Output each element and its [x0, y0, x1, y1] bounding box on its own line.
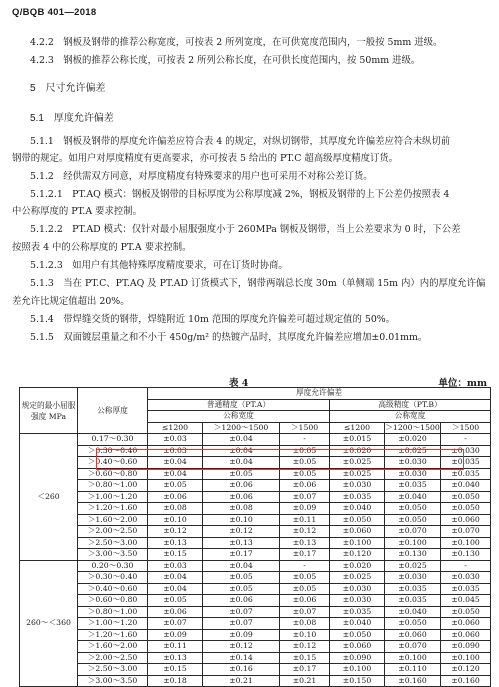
- tolerance-cell: ±0.090: [330, 652, 385, 664]
- tolerance-cell: ±0.05: [148, 480, 203, 492]
- table-row: [20, 526, 491, 538]
- tolerance-cell: ±0.05: [280, 445, 330, 457]
- tolerance-cell: ±0.04: [148, 583, 203, 595]
- tolerance-cell: ±0.12: [148, 526, 203, 538]
- tolerance-cell: ±0.030: [385, 457, 441, 469]
- tolerance-cell: ±0.120: [330, 549, 385, 561]
- group-header-tolerance: 厚度允许偏差: [148, 388, 491, 400]
- group-header-pt-a: 普通精度（PT.A）: [148, 399, 330, 411]
- tolerance-cell: ±0.03: [148, 445, 203, 457]
- thickness-cell: 0.20～0.30: [78, 560, 148, 572]
- tolerance-cell: ±0.04: [148, 457, 203, 469]
- tolerance-cell: ±0.035: [385, 480, 441, 492]
- paragraph-5-1-2-2b: 按照表 4 中的公称厚度的 PT.A 要求控制。: [12, 242, 192, 253]
- tolerance-cell: ±0.08: [148, 503, 203, 515]
- tolerance-cell: ±0.07: [280, 491, 330, 503]
- tolerance-cell: ±0.025: [385, 445, 441, 457]
- tolerance-cell: ±0.06: [203, 595, 280, 607]
- tolerance-cell: ±0.11: [148, 641, 203, 653]
- tolerance-cell: ±0.03: [148, 560, 203, 572]
- tolerance-cell: ±0.13: [280, 537, 330, 549]
- group-header-pt-b: 高级精度（PT.B）: [330, 399, 491, 411]
- tolerance-cell: ±0.06: [280, 480, 330, 492]
- tolerance-cell: ±0.05: [280, 468, 330, 480]
- thickness-cell: ＞2.00～2.50: [78, 652, 148, 664]
- tolerance-cell: ±0.035: [441, 583, 491, 595]
- tolerance-cell: ±0.060: [441, 618, 491, 630]
- tolerance-cell: ±0.025: [330, 572, 385, 584]
- paragraph-4-2-3: 4.2.3 钢板的推荐公称长度，可按表 2 所列公称长度，在可供长度范围内，按 50mm 进级。: [30, 55, 421, 66]
- width-header-pt-a: 公称宽度: [148, 411, 330, 423]
- tolerance-cell: ±0.11: [280, 514, 330, 526]
- tolerance-cell: -: [280, 434, 330, 446]
- thickness-cell: ＞2.50～3.00: [78, 664, 148, 676]
- tolerance-cell: ±0.040: [385, 491, 441, 503]
- tolerance-cell: ±0.14: [203, 652, 280, 664]
- strength-cell: ＜260: [20, 434, 78, 561]
- paragraph-5-1-2: 5.1.2 经供需双方同意，对厚度精度有特殊要求的用户也可采用不对称公差订货。: [30, 171, 373, 182]
- tolerance-cell: ±0.030: [385, 572, 441, 584]
- table-row: [20, 652, 491, 664]
- table-row: [20, 572, 491, 584]
- tolerance-cell: ±0.12: [280, 526, 330, 538]
- tolerance-cell: ±0.050: [441, 491, 491, 503]
- width-col-a1: ≤1200: [148, 422, 203, 434]
- tolerance-cell: ±0.120: [441, 664, 491, 676]
- tolerance-cell: ±0.040: [385, 606, 441, 618]
- tolerance-cell: ±0.05: [203, 572, 280, 584]
- tolerance-cell: ±0.09: [148, 629, 203, 641]
- tolerance-cell: ±0.130: [441, 549, 491, 561]
- paragraph-5-1-1b: 钢带的规定。如用户对厚度精度有更高要求，亦可按表 5 给出的 PT.C 超高级厚度精度订货。: [12, 153, 399, 164]
- paragraph-5-1-2-1b: 中公称厚度的 PT.A 要求控制。: [12, 206, 143, 217]
- tolerance-cell: ±0.100: [330, 664, 385, 676]
- paragraph-5-1-4: 5.1.4 带焊缝交货的钢带，焊缝附近 10m 范围的厚度允许偏差可超过规定值的 50%。: [30, 314, 396, 325]
- thickness-cell: ＞0.30～0.40: [78, 445, 148, 457]
- tolerance-cell: ±0.030: [385, 468, 441, 480]
- tolerance-cell: ±0.060: [441, 514, 491, 526]
- thickness-cell: ＞1.60～2.00: [78, 641, 148, 653]
- tolerance-cell: ±0.06: [203, 491, 280, 503]
- tolerance-cell: ±0.050: [441, 503, 491, 515]
- tolerance-cell: ±0.15: [148, 664, 203, 676]
- tolerance-cell: ±0.025: [330, 457, 385, 469]
- table-row: [20, 664, 491, 676]
- tolerance-cell: ±0.09: [280, 503, 330, 515]
- tolerance-cell: ±0.060: [330, 526, 385, 538]
- width-header-pt-b: 公称宽度: [330, 411, 491, 423]
- tolerance-cell: ±0.09: [203, 629, 280, 641]
- tolerance-cell: ±0.060: [441, 629, 491, 641]
- thickness-cell: ＞0.80～1.00: [78, 606, 148, 618]
- paragraph-5-1-3b: 差允许比规定值超出 20%。: [12, 296, 130, 307]
- tolerance-cell: ±0.13: [148, 652, 203, 664]
- tolerance-cell: ±0.13: [203, 537, 280, 549]
- tolerance-cell: ±0.07: [280, 606, 330, 618]
- tolerance-cell: ±0.060: [330, 641, 385, 653]
- tolerance-cell: ±0.21: [203, 675, 280, 687]
- thickness-cell: ＞1.00～1.20: [78, 618, 148, 630]
- table-row: [20, 641, 491, 653]
- tolerance-cell: ±0.07: [203, 618, 280, 630]
- tolerance-cell: ±0.10: [280, 629, 330, 641]
- tolerance-cell: ±0.04: [203, 457, 280, 469]
- tolerance-cell: ±0.025: [385, 560, 441, 572]
- tolerance-cell: ±0.110: [385, 664, 441, 676]
- tolerance-cell: -: [441, 560, 491, 572]
- width-col-b3: ＞1500: [441, 422, 491, 434]
- tolerance-cell: ±0.030: [441, 445, 491, 457]
- paragraph-5-1-1a: 5.1.1 钢板及钢带的厚度允许偏差应符合表 4 的规定，对纵切钢带，其厚度允许偏差应符合未纵切前: [30, 136, 451, 147]
- thickness-cell: ＞0.80～1.00: [78, 480, 148, 492]
- thickness-cell: ＞1.00～1.20: [78, 491, 148, 503]
- tolerance-cell: ±0.160: [385, 675, 441, 687]
- table-row: [20, 675, 491, 687]
- table-row: [20, 618, 491, 630]
- thickness-cell: ＞1.20～1.60: [78, 503, 148, 515]
- thickness-cell: 0.17～0.30: [78, 434, 148, 446]
- thickness-cell: ＞3.00～3.50: [78, 549, 148, 561]
- table-row: [20, 514, 491, 526]
- paragraph-5: 5 尺寸允许偏差: [30, 83, 106, 94]
- thickness-cell: ＞0.40～0.60: [78, 457, 148, 469]
- col-header-nominal-thickness: 公称厚度: [78, 388, 148, 434]
- table-body: [20, 434, 491, 687]
- table-caption-bar: [0, 375, 499, 387]
- paragraph-5-1: 5.1 厚度允许偏差: [30, 113, 114, 124]
- tolerance-cell: ±0.05: [280, 572, 330, 584]
- tolerance-cell: ±0.050: [385, 514, 441, 526]
- thickness-cell: ＞0.30～0.40: [78, 572, 148, 584]
- table-row: [20, 491, 491, 503]
- tolerance-cell: ±0.05: [148, 595, 203, 607]
- tolerance-cell: -: [280, 560, 330, 572]
- tolerance-cell: ±0.030: [330, 583, 385, 595]
- table-row: [20, 468, 491, 480]
- tolerance-cell: ±0.030: [441, 572, 491, 584]
- tolerance-cell: ±0.17: [280, 549, 330, 561]
- tolerance-cell: ±0.070: [385, 526, 441, 538]
- tolerance-cell: ±0.12: [203, 641, 280, 653]
- tolerance-cell: ±0.04: [203, 434, 280, 446]
- tolerance-cell: ±0.12: [203, 526, 280, 538]
- tolerance-cell: ±0.040: [330, 618, 385, 630]
- thickness-cell: ＞1.20～1.60: [78, 629, 148, 641]
- paragraph-5-1-3a: 5.1.3 当在 PT.C、PT.AQ 及 PT.AD 订货模式下，钢带两端总长度 30m（单侧端 15m 内）内的厚度允许偏: [30, 278, 486, 289]
- tolerance-cell: ±0.08: [203, 503, 280, 515]
- tolerance-cell: ±0.040: [441, 480, 491, 492]
- width-col-b1: ≤1200: [330, 422, 385, 434]
- tolerance-cell: ±0.15: [280, 652, 330, 664]
- table-caption: 表 4: [229, 378, 249, 389]
- tolerance-cell: ±0.050: [385, 618, 441, 630]
- tolerance-cell: ±0.17: [203, 549, 280, 561]
- tolerance-cell: ±0.040: [330, 503, 385, 515]
- width-col-a2: ＞1200～1500: [203, 422, 280, 434]
- paragraph-5-1-2-2a: 5.1.2.2 PT.AD 模式：仅针对最小屈服强度小于 260MPa 钢板及钢带，当上公差要求为 0 时，下公差: [30, 224, 461, 235]
- table-row: [20, 595, 491, 607]
- tolerance-cell: ±0.030: [330, 480, 385, 492]
- tolerance-cell: ±0.070: [441, 526, 491, 538]
- tolerance-cell: ±0.17: [280, 664, 330, 676]
- tolerance-cell: ±0.090: [441, 641, 491, 653]
- document-header-id: Q/BQB 401—2018: [12, 7, 97, 18]
- tolerance-cell: ±0.020: [330, 560, 385, 572]
- tolerance-cell: ±0.020: [385, 434, 441, 446]
- tolerance-cell: ±0.07: [203, 606, 280, 618]
- thickness-tolerance-table: [19, 387, 491, 687]
- table-row: [20, 445, 491, 457]
- paragraph-4-2-2: 4.2.2 钢板及钢带的推荐公称宽度，可按表 2 所列宽度，在可供宽度范围内，一般按 5mm 进级。: [30, 37, 443, 48]
- thickness-cell: ＞2.50～3.00: [78, 537, 148, 549]
- tolerance-cell: ±0.100: [385, 652, 441, 664]
- tolerance-cell: ±0.035: [330, 491, 385, 503]
- tolerance-cell: ±0.035: [441, 468, 491, 480]
- table-row: [20, 503, 491, 515]
- paragraph-5-1-2-3: 5.1.2.3 如用户有其他特殊厚度精度要求，可在订货时协商。: [30, 260, 288, 271]
- tolerance-cell: ±0.04: [203, 560, 280, 572]
- tolerance-cell: ±0.04: [203, 445, 280, 457]
- tolerance-cell: ±0.060: [385, 629, 441, 641]
- tolerance-cell: ±0.13: [148, 537, 203, 549]
- tolerance-cell: ±0.06: [148, 491, 203, 503]
- tolerance-cell: ±0.030: [330, 595, 385, 607]
- table-row: [20, 606, 491, 618]
- tolerance-cell: ±0.08: [280, 618, 330, 630]
- paragraph-5-1-5: 5.1.5 双面镀层重量之和不小于 450g/m² 的热镀产品时，其厚度允许偏差应增加±0.01mm。: [30, 332, 428, 343]
- tolerance-cell: ±0.160: [441, 675, 491, 687]
- tolerance-cell: ±0.100: [441, 652, 491, 664]
- width-col-b2: ＞1200～1500: [385, 422, 440, 432]
- tolerance-cell: ±0.18: [148, 675, 203, 687]
- tolerance-cell: ±0.05: [203, 468, 280, 480]
- table-unit: 单位：mm: [438, 378, 487, 389]
- tolerance-cell: ±0.03: [148, 434, 203, 446]
- tolerance-cell: ±0.050: [330, 629, 385, 641]
- tolerance-cell: ±0.020: [330, 445, 385, 457]
- tolerance-cell: ±0.05: [280, 583, 330, 595]
- table-row: [20, 537, 491, 549]
- tolerance-cell: ±0.100: [330, 537, 385, 549]
- tolerance-cell: ±0.21: [280, 675, 330, 687]
- tolerance-cell: ±0.025: [330, 468, 385, 480]
- table-row: [20, 583, 491, 595]
- tolerance-cell: ±0.100: [385, 537, 441, 549]
- thickness-cell: ＞0.40～0.60: [78, 583, 148, 595]
- thickness-cell: ＞3.00～3.50: [78, 675, 148, 687]
- table-row: [20, 434, 491, 446]
- tolerance-cell: ±0.050: [385, 503, 441, 515]
- table-row: [20, 629, 491, 641]
- tolerance-cell: ±0.130: [385, 549, 441, 561]
- tolerance-cell: ±0.12: [280, 641, 330, 653]
- width-col-a3: ＞1500: [280, 422, 330, 434]
- tolerance-cell: ±0.06: [148, 606, 203, 618]
- paragraph-5-1-2-1a: 5.1.2.1 PT.AQ 模式：钢板及钢带的目标厚度为公称厚度减 2%，钢板及钢带的上下公差仍按照表 4: [30, 189, 450, 200]
- table-row: [20, 549, 491, 561]
- tolerance-cell: ±0.100: [441, 537, 491, 549]
- thickness-cell: ＞0.60～0.80: [78, 468, 148, 480]
- tolerance-cell: ±0.04: [148, 572, 203, 584]
- tolerance-cell: ±0.15: [148, 549, 203, 561]
- thickness-cell: ＞1.60～2.00: [78, 514, 148, 526]
- tolerance-cell: ±0.10: [203, 514, 280, 526]
- tolerance-cell: ±0.16: [203, 664, 280, 676]
- table-row: [20, 457, 491, 469]
- col-header-min-yield-strength: 规定的最小屈服强度 MPa: [20, 388, 78, 434]
- tolerance-cell: ±0.035: [330, 606, 385, 618]
- tolerance-cell: ±0.035: [385, 583, 441, 595]
- tolerance-cell: ±0.06: [280, 595, 330, 607]
- tolerance-cell: ±0.150: [330, 675, 385, 687]
- tolerance-cell: ±0.10: [148, 514, 203, 526]
- tolerance-cell: ±0.050: [441, 606, 491, 618]
- tolerance-cell: ±0.06: [203, 480, 280, 492]
- tolerance-cell: ±0.070: [385, 641, 441, 653]
- tolerance-cell: ±0.04: [148, 468, 203, 480]
- tolerance-cell: ±0.035: [441, 457, 491, 469]
- tolerance-cell: -: [441, 434, 491, 446]
- tolerance-cell: ±0.045: [441, 595, 491, 607]
- tolerance-cell: ±0.05: [203, 583, 280, 595]
- tolerance-cell: ±0.035: [385, 595, 441, 607]
- strength-cell: 260～＜360: [20, 560, 78, 687]
- tolerance-cell: ±0.05: [280, 457, 330, 469]
- tolerance-cell: ±0.015: [330, 434, 385, 446]
- thickness-cell: ＞0.60～0.80: [78, 595, 148, 607]
- table-row: [20, 560, 491, 572]
- table-row: [20, 480, 491, 492]
- thickness-cell: ＞2.00～2.50: [78, 526, 148, 538]
- tolerance-cell: ±0.07: [148, 618, 203, 630]
- tolerance-cell: ±0.050: [330, 514, 385, 526]
